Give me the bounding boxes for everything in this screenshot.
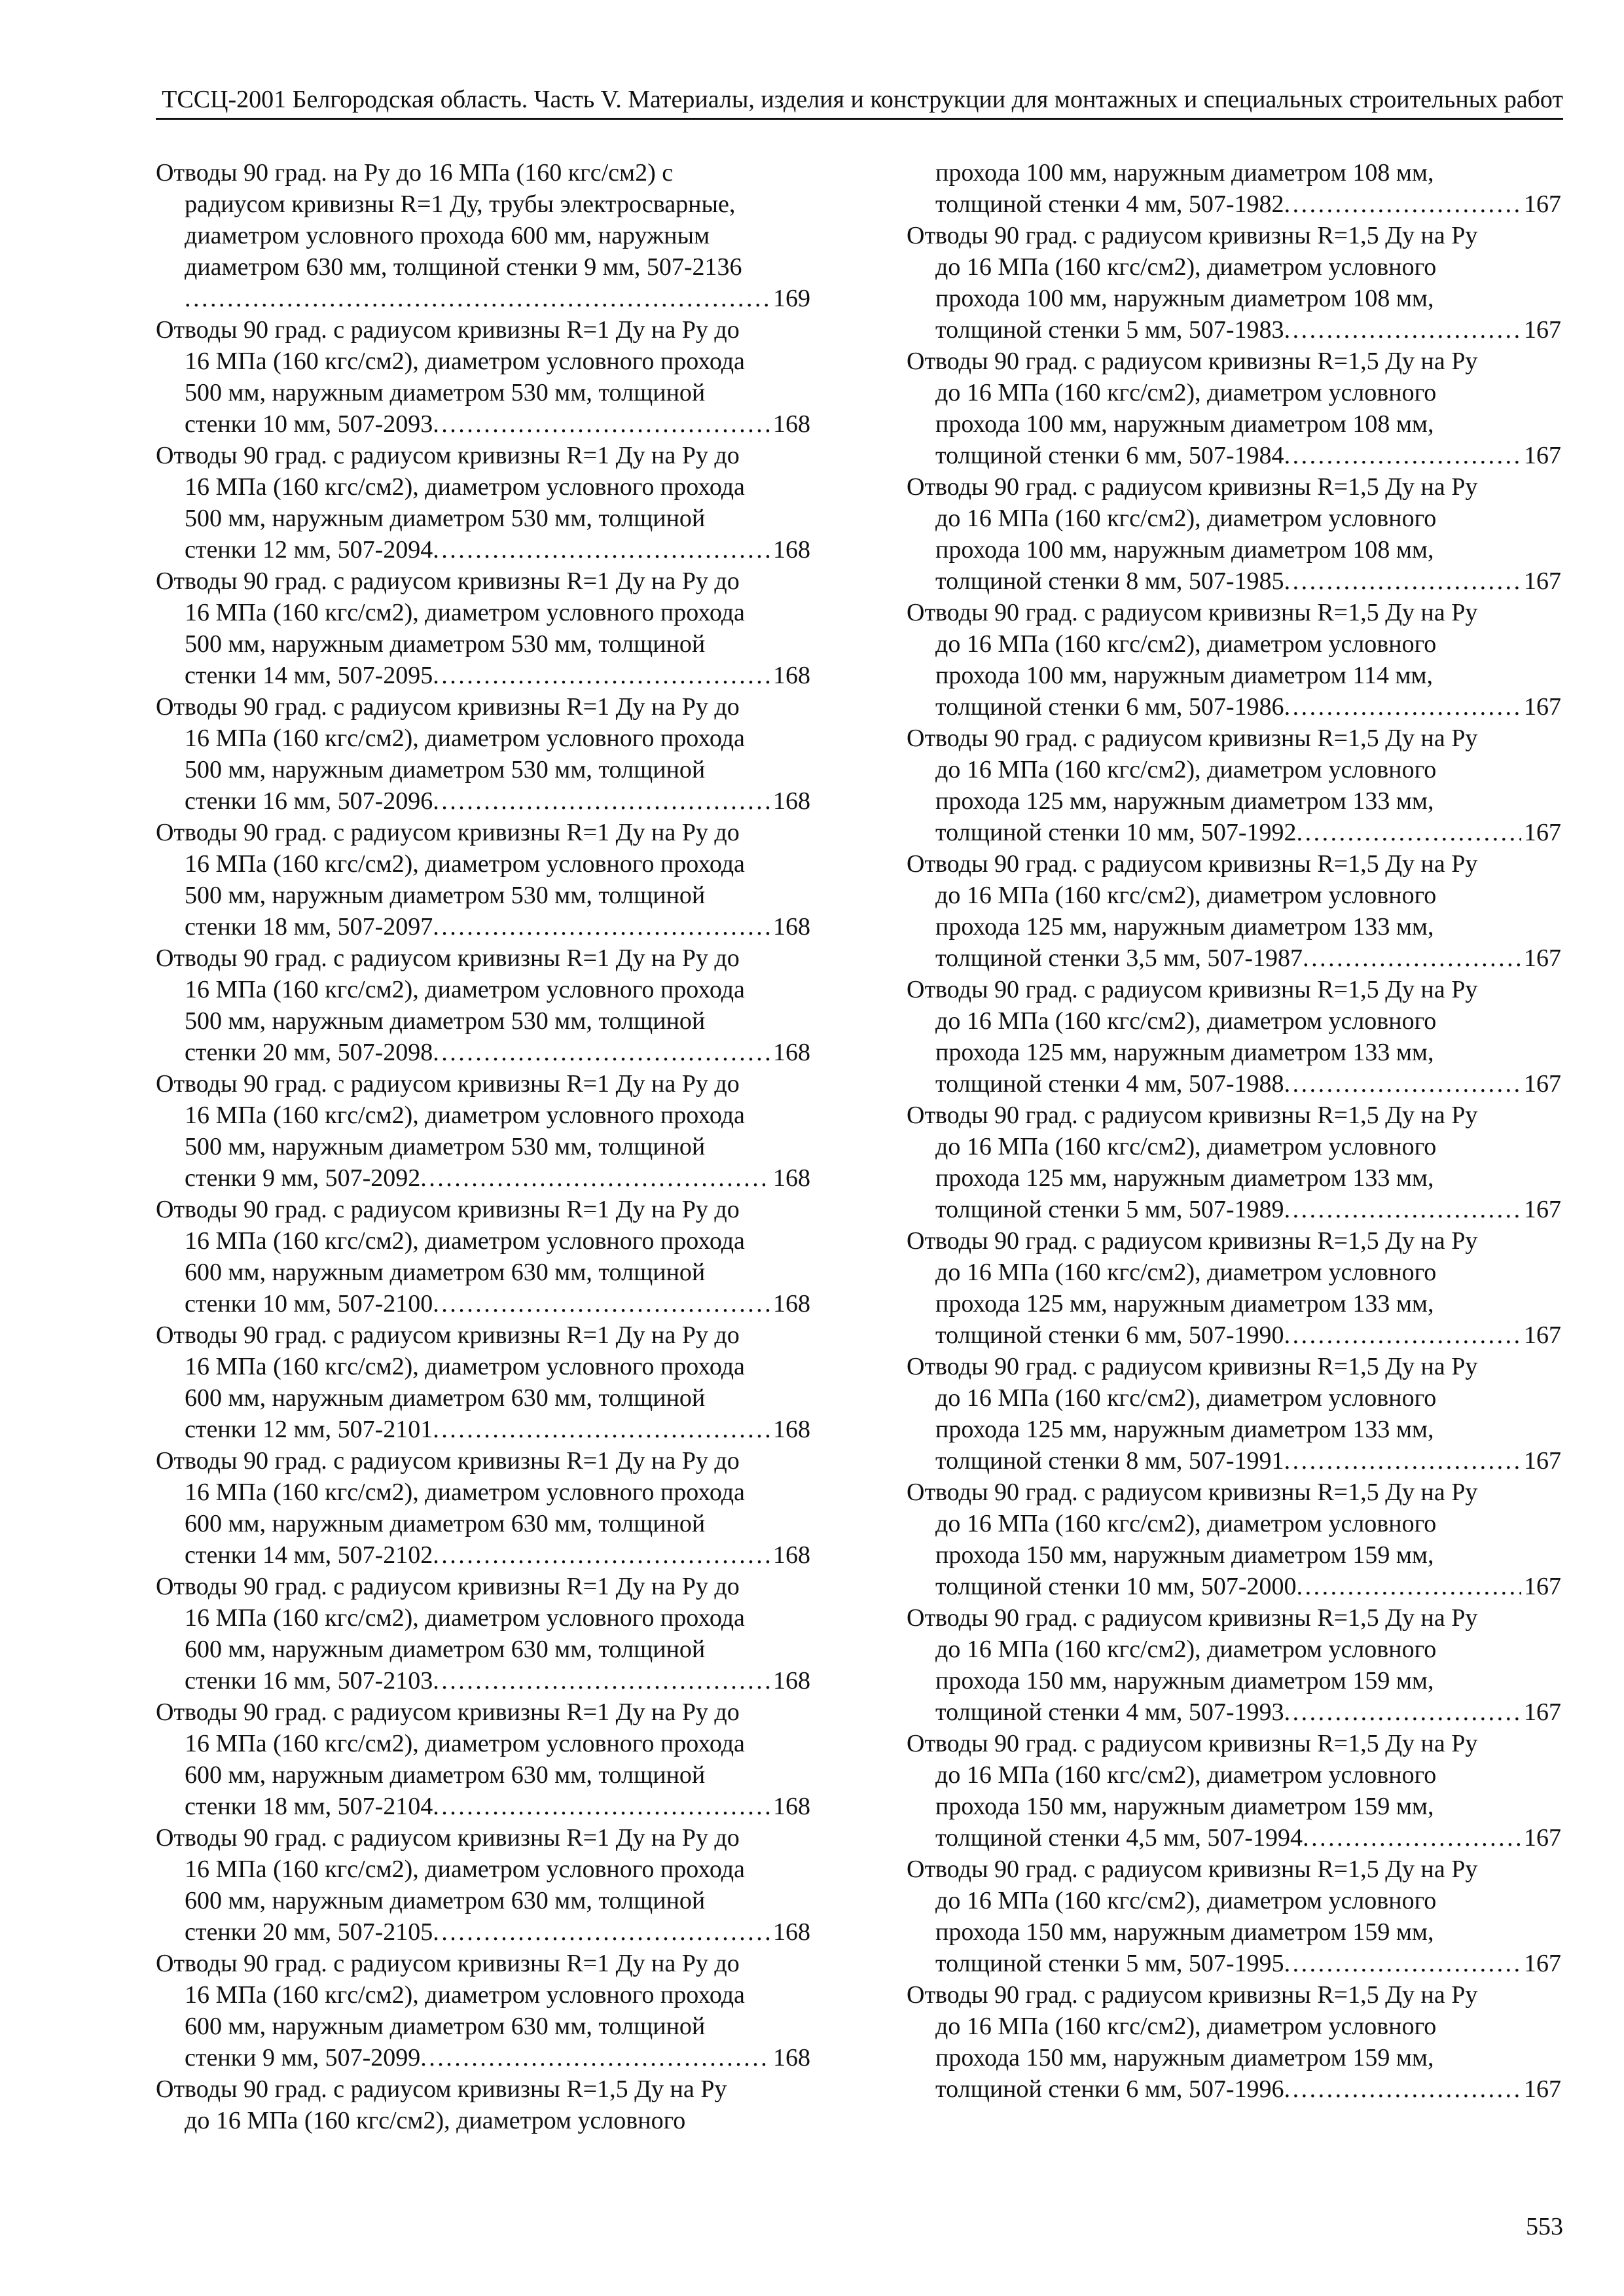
index-entry: [156, 1194, 810, 1319]
dot-leader: [433, 534, 770, 565]
index-entry-last-line: [156, 1037, 810, 1068]
index-entry-text: стенки 10 мм, 507-2093: [185, 410, 433, 438]
index-entry-text: стенки 12 мм, 507-2101: [185, 1416, 433, 1443]
index-entry-line: Отводы 90 град. с радиусом кривизны R=1 Ду на Ру до: [156, 944, 740, 972]
index-entry-text: толщиной стенки 4 мм, 507-1993: [935, 1698, 1284, 1726]
index-entry: [156, 691, 810, 817]
index-entry-line: 16 МПа (160 кгс/см2), диаметром условного прохода: [185, 599, 745, 626]
index-entry-text: стенки 20 мм, 507-2105: [185, 1918, 433, 1946]
index-entry: [156, 1445, 810, 1571]
index-entry-line: Отводы 90 град. с радиусом кривизны R=1 Ду на Ру до: [156, 316, 740, 344]
index-entry-last-line: [156, 1414, 810, 1445]
index-entry-line: до 16 МПа (160 кгс/см2), диаметром условного: [935, 1887, 1437, 1914]
index-entry-text: стенки 9 мм, 507-2099: [185, 2044, 421, 2072]
index-entry-line: 600 мм, наружным диаметром 630 мм, толщиной: [185, 1887, 706, 1914]
index-entry-line: Отводы 90 град. с радиусом кривизны R=1,5 Ду на Ру: [907, 1730, 1478, 1757]
index-entry-line: Отводы 90 град. с радиусом кривизны R=1,5 Ду на Ру: [156, 2075, 727, 2103]
dot-leader: [1284, 1696, 1521, 1728]
index-entry-page: 167: [1524, 1824, 1561, 1852]
index-entry-line: прохода 125 мм, наружным диаметром 133 мм,: [935, 1290, 1434, 1318]
index-entry-line: 16 МПа (160 кгс/см2), диаметром условного прохода: [185, 725, 745, 752]
index-entry: [156, 157, 810, 314]
dot-leader: [1284, 1948, 1521, 1979]
dot-leader: [420, 2042, 770, 2073]
index-entry-line: прохода 125 мм, наружным диаметром 133 мм,: [935, 913, 1434, 941]
index-entry-line: до 16 МПа (160 кгс/см2), диаметром условного: [935, 756, 1437, 783]
index-entry-line: до 16 МПа (160 кгс/см2), диаметром условного: [935, 1761, 1437, 1789]
index-entry-last-line: [156, 1665, 810, 1696]
index-entry-last-line: [907, 1319, 1561, 1351]
index-entry-line: 600 мм, наружным диаметром 630 мм, толщиной: [185, 1510, 706, 1537]
index-entry-last-line: [156, 1539, 810, 1571]
index-column-left: [156, 157, 810, 2136]
index-entry-last-line: [907, 942, 1561, 974]
index-entry-line: Отводы 90 град. с радиусом кривизны R=1,5 Ду на Ру: [907, 1353, 1478, 1380]
dot-leader: [433, 911, 770, 942]
index-entry-line: Отводы 90 град. с радиусом кривизны R=1 Ду на Ру до: [156, 1321, 740, 1349]
index-entry-line: прохода 125 мм, наружным диаметром 133 мм,: [935, 1039, 1434, 1066]
index-entry-last-line: [907, 1822, 1561, 1854]
index-entry-text: толщиной стенки 6 мм, 507-1996: [935, 2075, 1284, 2103]
index-entry-line: Отводы 90 град. с радиусом кривизны R=1,5 Ду на Ру: [907, 1981, 1478, 2009]
index-entry-page: 168: [773, 1541, 810, 1569]
index-entry-text: толщиной стенки 10 мм, 507-1992: [935, 819, 1297, 846]
index-entry-page: 167: [1524, 819, 1561, 846]
index-entry-text: толщиной стенки 5 мм, 507-1983: [935, 316, 1284, 344]
index-entry-last-line: [156, 911, 810, 942]
index-entry: [907, 220, 1561, 346]
index-entry-line: 500 мм, наружным диаметром 530 мм, толщиной: [185, 630, 706, 658]
index-entry: [907, 848, 1561, 974]
index-entry-line: до 16 МПа (160 кгс/см2), диаметром условного: [935, 253, 1437, 281]
index-entry-page: 167: [1524, 442, 1561, 469]
index-entry-line: до 16 МПа (160 кгс/см2), диаметром условного: [935, 1259, 1437, 1286]
index-entry-text: толщиной стенки 8 мм, 507-1991: [935, 1447, 1284, 1475]
index-entry: [907, 1979, 1561, 2105]
index-entry-last-line: [156, 2042, 810, 2073]
index-entry-text: стенки 16 мм, 507-2096: [185, 787, 433, 815]
index-entry-line: до 16 МПа (160 кгс/см2), диаметром условного: [935, 1384, 1437, 1412]
index-entry-line: 600 мм, наружным диаметром 630 мм, толщиной: [185, 1259, 706, 1286]
index-entry: [907, 346, 1561, 471]
index-entry-line: 16 МПа (160 кгс/см2), диаметром условного прохода: [185, 1227, 745, 1255]
index-entry-line: Отводы 90 град. с радиусом кривизны R=1,5 Ду на Ру: [907, 1856, 1478, 1883]
index-entry-last-line: [156, 534, 810, 565]
dot-leader: [1284, 565, 1521, 597]
index-entry-line: 600 мм, наружным диаметром 630 мм, толщиной: [185, 1761, 706, 1789]
dot-leader: [1284, 188, 1521, 220]
index-entry-line: Отводы 90 град. с радиусом кривизны R=1,5 Ду на Ру: [907, 1604, 1478, 1632]
index-entry-page: 168: [773, 1164, 810, 1192]
index-entry-last-line: [907, 1194, 1561, 1225]
dot-leader: [433, 1037, 770, 1068]
index-entry-line: прохода 100 мм, наружным диаметром 108 мм,: [935, 285, 1434, 312]
index-entry-line: прохода 125 мм, наружным диаметром 133 мм,: [935, 1164, 1434, 1192]
dot-leader: [433, 1791, 770, 1822]
index-entry-line: Отводы 90 град. с радиусом кривизны R=1,5 Ду на Ру: [907, 725, 1478, 752]
index-entry-last-line: [156, 660, 810, 691]
index-entry-line: Отводы 90 град. с радиусом кривизны R=1 Ду на Ру до: [156, 567, 740, 595]
index-entry-text: стенки 14 мм, 507-2102: [185, 1541, 433, 1569]
index-entry-line: до 16 МПа (160 кгс/см2), диаметром условного: [935, 1510, 1437, 1537]
index-entry: [907, 1225, 1561, 1351]
index-entry-page: 168: [773, 1918, 810, 1946]
index-entry-page: 168: [773, 913, 810, 941]
index-entry-last-line: [907, 565, 1561, 597]
index-entry: [156, 314, 810, 440]
index-entry-text: толщиной стенки 5 мм, 507-1995: [935, 1950, 1284, 1977]
dot-leader: [1284, 691, 1521, 723]
index-entry-last-line: [907, 691, 1561, 723]
index-entry-text: стенки 16 мм, 507-2103: [185, 1667, 433, 1695]
index-entry-line: 16 МПа (160 кгс/см2), диаметром условного прохода: [185, 1856, 745, 1883]
index-entry-line: Отводы 90 град. с радиусом кривизны R=1 Ду на Ру до: [156, 1698, 740, 1726]
index-entry-line: Отводы 90 град. с радиусом кривизны R=1 Ду на Ру до: [156, 819, 740, 846]
index-entry-line: 500 мм, наружным диаметром 530 мм, толщиной: [185, 756, 706, 783]
index-entry-line: 16 МПа (160 кгс/см2), диаметром условного прохода: [185, 1353, 745, 1380]
index-entry: [907, 1602, 1561, 1728]
index-entry-line: прохода 150 мм, наружным диаметром 159 мм,: [935, 1918, 1434, 1946]
index-entry-last-line: [156, 1288, 810, 1319]
index-entry-line: 16 МПа (160 кгс/см2), диаметром условного прохода: [185, 850, 745, 878]
index-entry-last-line: [907, 1445, 1561, 1477]
index-entry-line: 500 мм, наружным диаметром 530 мм, толщиной: [185, 505, 706, 532]
index-entry-line: Отводы 90 град. с радиусом кривизны R=1,5 Ду на Ру: [907, 1479, 1478, 1506]
index-entry-text: толщиной стенки 4 мм, 507-1982: [935, 190, 1284, 218]
index-entry-text: толщиной стенки 3,5 мм, 507-1987: [935, 944, 1303, 972]
index-entry-page: 167: [1524, 1070, 1561, 1098]
index-entry-line: Отводы 90 град. с радиусом кривизны R=1,5 Ду на Ру: [907, 599, 1478, 626]
index-entry-line: Отводы 90 град. с радиусом кривизны R=1 Ду на Ру до: [156, 1070, 740, 1098]
index-entry-line: Отводы 90 град. с радиусом кривизны R=1,5 Ду на Ру: [907, 348, 1478, 375]
index-entry: [907, 1477, 1561, 1602]
dot-leader: [1284, 1068, 1521, 1100]
index-entry-line: прохода 150 мм, наружным диаметром 159 мм,: [935, 1667, 1434, 1695]
index-entry-page: 167: [1524, 2075, 1561, 2103]
index-entry-line: прохода 100 мм, наружным диаметром 108 мм,: [935, 536, 1434, 564]
dot-leader: [433, 1414, 770, 1445]
index-entry: [156, 942, 810, 1068]
dot-leader: [1284, 1319, 1521, 1351]
index-entry-line: до 16 МПа (160 кгс/см2), диаметром условного: [935, 882, 1437, 909]
index-entry-line: до 16 МПа (160 кгс/см2), диаметром условного: [935, 379, 1437, 406]
index-entry-last-line: [156, 1162, 810, 1194]
dot-leader: [1284, 1194, 1521, 1225]
index-entry-text: толщиной стенки 6 мм, 507-1990: [935, 1321, 1284, 1349]
index-entry-line: прохода 100 мм, наружным диаметром 108 мм,: [935, 159, 1434, 187]
index-entry: [907, 974, 1561, 1100]
index-entry-page: 168: [773, 662, 810, 689]
index-entry-text: толщиной стенки 6 мм, 507-1986: [935, 693, 1284, 721]
index-entry-line: до 16 МПа (160 кгс/см2), диаметром условного: [935, 630, 1437, 658]
index-entry-line: 500 мм, наружным диаметром 530 мм, толщиной: [185, 379, 706, 406]
dot-leader: [433, 408, 770, 440]
index-entry-page: 167: [1524, 693, 1561, 721]
index-column-right: [907, 157, 1561, 2105]
index-entry-line: 16 МПа (160 кгс/см2), диаметром условного прохода: [185, 1981, 745, 2009]
index-entry-line: 16 МПа (160 кгс/см2), диаметром условного прохода: [185, 1479, 745, 1506]
index-entry-last-line: [907, 817, 1561, 848]
index-entry: [907, 723, 1561, 848]
index-entry-page: 167: [1524, 190, 1561, 218]
index-entry: [156, 1319, 810, 1445]
index-entry: [156, 1068, 810, 1194]
index-entry-line: прохода 125 мм, наружным диаметром 133 мм,: [935, 1416, 1434, 1443]
index-entry: [907, 1854, 1561, 1979]
index-entry: [907, 471, 1561, 597]
index-entry-last-line: [907, 1696, 1561, 1728]
index-entry-line: 600 мм, наружным диаметром 630 мм, толщиной: [185, 2013, 706, 2040]
index-entry-line: 16 МПа (160 кгс/см2), диаметром условного прохода: [185, 1604, 745, 1632]
index-entry-page: 169: [773, 285, 810, 312]
dot-leader: [420, 1162, 770, 1194]
index-entry-page: 167: [1524, 1196, 1561, 1223]
index-entry-line: прохода 150 мм, наружным диаметром 159 мм,: [935, 2044, 1434, 2072]
index-entry-text: толщиной стенки 5 мм, 507-1989: [935, 1196, 1284, 1223]
index-entry: [907, 157, 1561, 220]
index-entry-page: 168: [773, 536, 810, 564]
index-entry-line: 16 МПа (160 кгс/см2), диаметром условного прохода: [185, 1102, 745, 1129]
index-entry-line: Отводы 90 град. с радиусом кривизны R=1 Ду на Ру до: [156, 1824, 740, 1852]
dot-leader: [1303, 1822, 1521, 1854]
index-entry-page: 167: [1524, 1573, 1561, 1600]
index-entry-line: 16 МПа (160 кгс/см2), диаметром условного прохода: [185, 473, 745, 501]
index-entry-text: толщиной стенки 8 мм, 507-1985: [935, 567, 1284, 595]
dot-leader: [433, 1665, 770, 1696]
index-entry-line: до 16 МПа (160 кгс/см2), диаметром условного: [935, 1133, 1437, 1160]
index-entry-line: 600 мм, наружным диаметром 630 мм, толщиной: [185, 1636, 706, 1663]
dot-leader: [433, 785, 770, 817]
index-entry-line: до 16 МПа (160 кгс/см2), диаметром условного: [935, 1636, 1437, 1663]
index-entry-line: 500 мм, наружным диаметром 530 мм, толщиной: [185, 1133, 706, 1160]
index-entry-line: диаметром условного прохода 600 мм, наружным: [185, 222, 710, 249]
index-entry-line: Отводы 90 град. с радиусом кривизны R=1,5 Ду на Ру: [907, 976, 1478, 1003]
index-entry-last-line: [907, 314, 1561, 346]
index-entry-page: 167: [1524, 567, 1561, 595]
index-entry: [156, 2073, 810, 2136]
index-entry-page: 167: [1524, 1321, 1561, 1349]
index-entry-line: Отводы 90 град. с радиусом кривизны R=1 Ду на Ру до: [156, 1573, 740, 1600]
page-number: 553: [1526, 2213, 1563, 2240]
dot-leader: [185, 283, 770, 314]
index-entry-line: Отводы 90 град. с радиусом кривизны R=1 Ду на Ру до: [156, 1950, 740, 1977]
index-entry-last-line: [907, 1068, 1561, 1100]
index-entry: [907, 1351, 1561, 1477]
index-entry-page: 168: [773, 1039, 810, 1066]
index-entry: [156, 1822, 810, 1948]
index-entry-line: 500 мм, наружным диаметром 530 мм, толщиной: [185, 882, 706, 909]
index-entry-line: до 16 МПа (160 кгс/см2), диаметром условного: [935, 505, 1437, 532]
index-entry-line: Отводы 90 град. с радиусом кривизны R=1 Ду на Ру до: [156, 1196, 740, 1223]
index-entry-page: 168: [773, 787, 810, 815]
index-entry-last-line: [156, 408, 810, 440]
index-entry-last-line: [907, 2073, 1561, 2105]
index-entry: [156, 1571, 810, 1696]
index-entry-page: 168: [773, 1667, 810, 1695]
index-entry-line: до 16 МПа (160 кгс/см2), диаметром условного: [935, 1007, 1437, 1035]
index-entry-last-line: [907, 188, 1561, 220]
index-entry-page: 167: [1524, 944, 1561, 972]
index-entry-last-line: [156, 785, 810, 817]
index-entry-line: диаметром 630 мм, толщиной стенки 9 мм, 507-2136: [185, 253, 742, 281]
index-entry-text: стенки 14 мм, 507-2095: [185, 662, 433, 689]
index-entry-line: Отводы 90 град. с радиусом кривизны R=1,5 Ду на Ру: [907, 222, 1478, 249]
index-entry-page: 168: [773, 410, 810, 438]
index-entry-line: Отводы 90 град. с радиусом кривизны R=1,5 Ду на Ру: [907, 473, 1478, 501]
index-entry-text: стенки 18 мм, 507-2104: [185, 1793, 433, 1820]
dot-leader: [1284, 440, 1521, 471]
index-entry-text: стенки 9 мм, 507-2092: [185, 1164, 421, 1192]
index-entry-last-line: [907, 1571, 1561, 1602]
index-entry-text: толщиной стенки 4,5 мм, 507-1994: [935, 1824, 1303, 1852]
index-entry-page: 167: [1524, 1447, 1561, 1475]
index-entry-line: Отводы 90 град. с радиусом кривизны R=1,5 Ду на Ру: [907, 1102, 1478, 1129]
index-entry-line: Отводы 90 град. с радиусом кривизны R=1,5 Ду на Ру: [907, 1227, 1478, 1255]
index-entry-text: стенки 18 мм, 507-2097: [185, 913, 433, 941]
index-entry: [156, 565, 810, 691]
index-entry-page: 168: [773, 1416, 810, 1443]
dot-leader: [433, 1288, 770, 1319]
index-entry-page: 168: [773, 2044, 810, 2072]
index-entry-line: 16 МПа (160 кгс/см2), диаметром условного прохода: [185, 976, 745, 1003]
index-entry-line: прохода 150 мм, наружным диаметром 159 мм,: [935, 1793, 1434, 1820]
index-entry-text: толщиной стенки 4 мм, 507-1988: [935, 1070, 1284, 1098]
dot-leader: [433, 1539, 770, 1571]
index-entry: [156, 440, 810, 565]
dot-leader: [1284, 314, 1521, 346]
index-entry: [907, 597, 1561, 723]
dot-leader: [1303, 942, 1521, 974]
index-entry-line: прохода 100 мм, наружным диаметром 114 мм,: [935, 662, 1434, 689]
index-entry-line: прохода 150 мм, наружным диаметром 159 мм,: [935, 1541, 1434, 1569]
index-entry-line: Отводы 90 град. на Ру до 16 МПа (160 кгс/см2) с: [156, 159, 674, 187]
index-entry-page: 168: [773, 1290, 810, 1318]
dot-leader: [1284, 1445, 1521, 1477]
index-entry-line: прохода 100 мм, наружным диаметром 108 мм,: [935, 410, 1434, 438]
index-entry-line: 600 мм, наружным диаметром 630 мм, толщиной: [185, 1384, 706, 1412]
index-entry-line: до 16 МПа (160 кгс/см2), диаметром условного: [935, 2013, 1437, 2040]
index-entry-last-line: [156, 283, 810, 314]
dot-leader: [1284, 2073, 1521, 2105]
index-entry-text: стенки 10 мм, 507-2100: [185, 1290, 433, 1318]
index-entry: [907, 1728, 1561, 1854]
index-entry-last-line: [156, 1791, 810, 1822]
dot-leader: [433, 1916, 770, 1948]
index-entry-line: радиусом кривизны R=1 Ду, трубы электросварные,: [185, 190, 736, 218]
index-entry-text: стенки 12 мм, 507-2094: [185, 536, 433, 564]
index-entry-line: 500 мм, наружным диаметром 530 мм, толщиной: [185, 1007, 706, 1035]
index-entry-line: 16 МПа (160 кгс/см2), диаметром условного прохода: [185, 1730, 745, 1757]
index-entry-page: 167: [1524, 1698, 1561, 1726]
index-entry: [907, 1100, 1561, 1225]
index-entry-page: 167: [1524, 1950, 1561, 1977]
dot-leader: [433, 660, 770, 691]
index-entry-line: 16 МПа (160 кгс/см2), диаметром условного прохода: [185, 348, 745, 375]
index-entry-text: толщиной стенки 10 мм, 507-2000: [935, 1573, 1297, 1600]
index-entry-line: до 16 МПа (160 кгс/см2), диаметром условного: [185, 2107, 686, 2134]
index-entry: [156, 1696, 810, 1822]
index-entry-line: прохода 125 мм, наружным диаметром 133 мм,: [935, 787, 1434, 815]
index-entry-last-line: [907, 440, 1561, 471]
dot-leader: [1297, 1571, 1521, 1602]
index-entry-page: 167: [1524, 316, 1561, 344]
index-entry-text: толщиной стенки 6 мм, 507-1984: [935, 442, 1284, 469]
index-entry-line: Отводы 90 град. с радиусом кривизны R=1 Ду на Ру до: [156, 442, 740, 469]
index-entry-line: Отводы 90 град. с радиусом кривизны R=1 Ду на Ру до: [156, 693, 740, 721]
index-entry-last-line: [156, 1916, 810, 1948]
index-entry: [156, 1948, 810, 2073]
index-entry-page: 168: [773, 1793, 810, 1820]
index-entry-line: Отводы 90 град. с радиусом кривизны R=1,5 Ду на Ру: [907, 850, 1478, 878]
index-entry: [156, 817, 810, 942]
dot-leader: [1297, 817, 1521, 848]
running-header: ТССЦ-2001 Белгородская область. Часть V. Материалы, изделия и конструкции для монтажных и специальных строительных работ: [162, 86, 1563, 113]
index-entry-last-line: [907, 1948, 1561, 1979]
index-entry-text: стенки 20 мм, 507-2098: [185, 1039, 433, 1066]
header-rule: [156, 118, 1563, 120]
index-entry-line: Отводы 90 град. с радиусом кривизны R=1 Ду на Ру до: [156, 1447, 740, 1475]
